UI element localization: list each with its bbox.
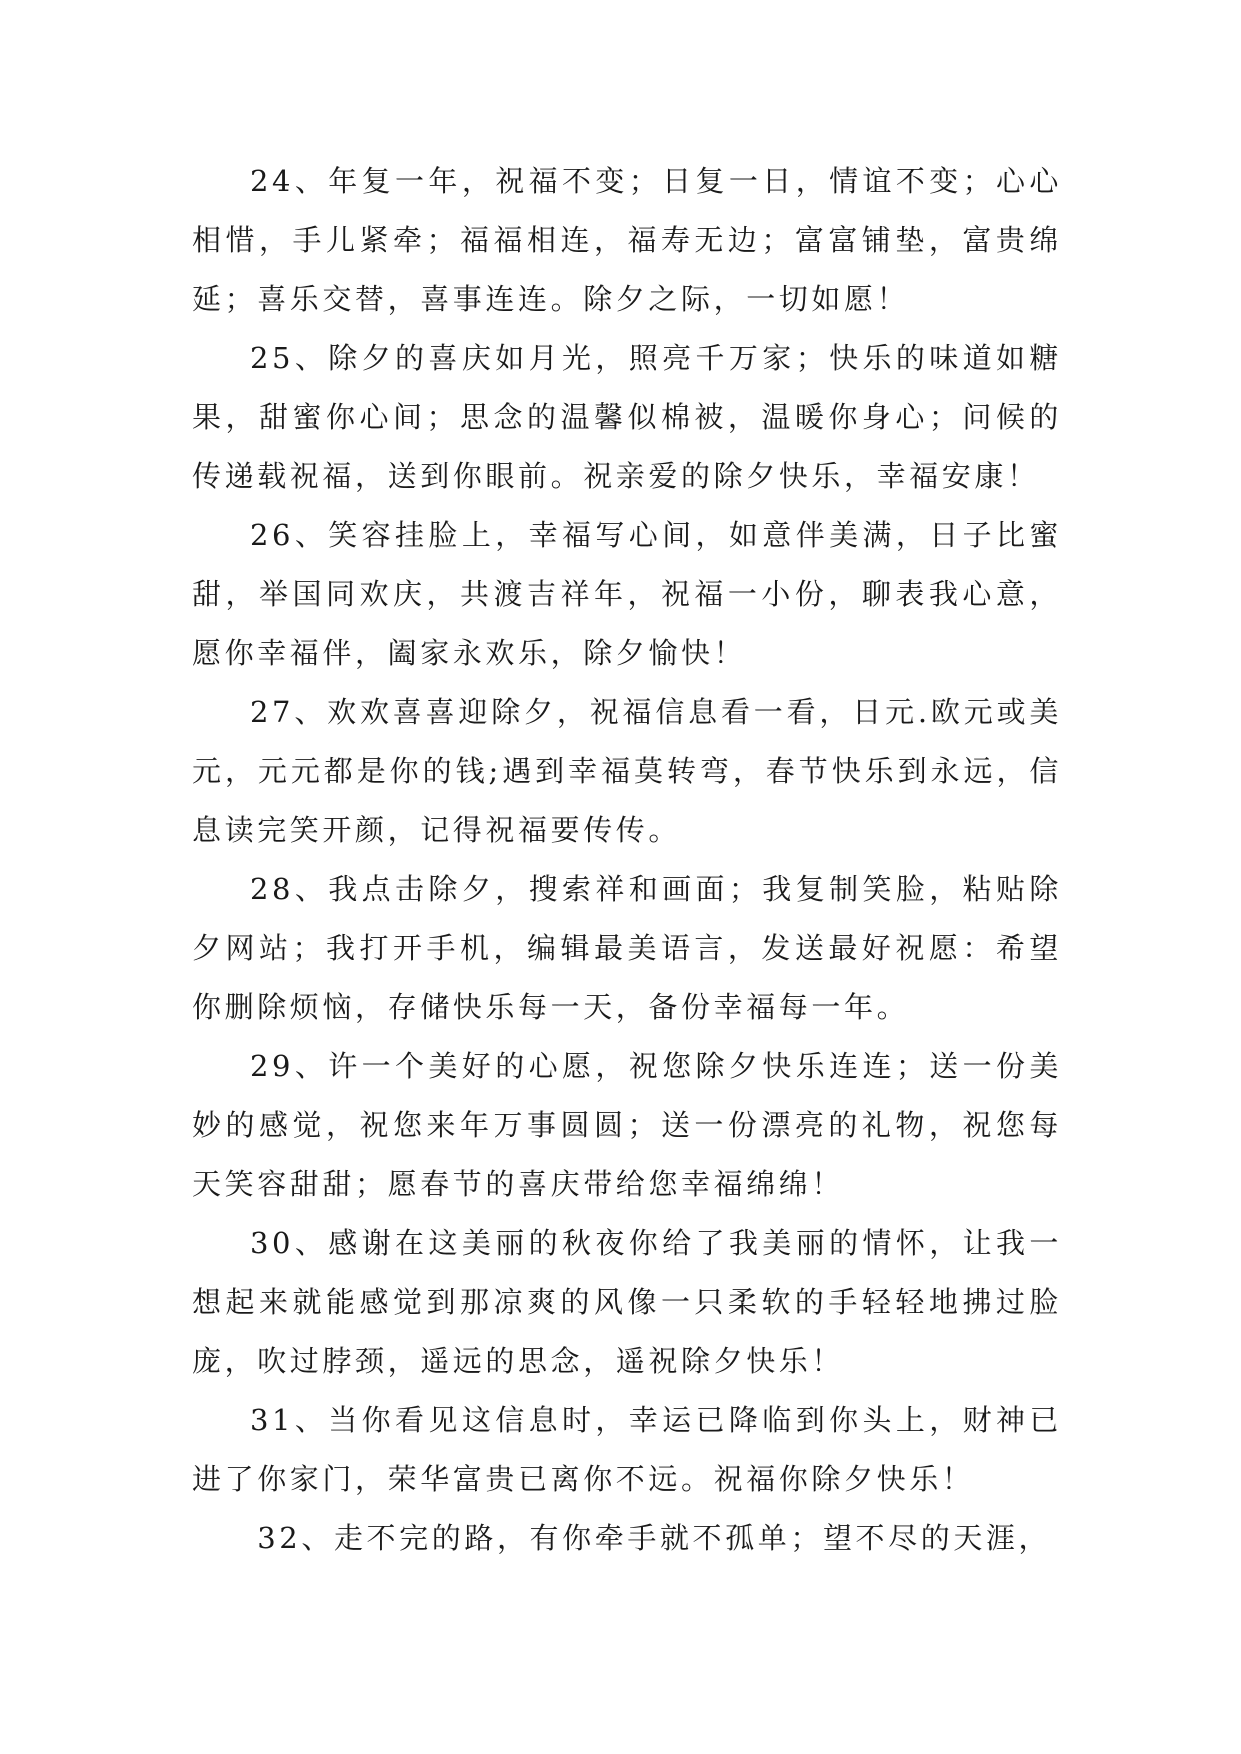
paragraph-32: 32、走不完的路，有你牵手就不孤单；望不尽的天涯，	[257, 1521, 1052, 1555]
paragraph-30: 30、感谢在这美丽的秋夜你给了我美丽的情怀，让我一想起来就能感觉到那凉爽的风像一只柔软的手轻轻地拂过脸庞，吹过脖颈，遥远的思念，遥祝除夕快乐！	[192, 1226, 1062, 1378]
paragraph-28: 28、我点击除夕，搜索祥和画面；我复制笑脸，粘贴除夕网站；我打开手机，编辑最美语言，发送最好祝愿：希望你删除烦恼，存储快乐每一天，备份幸福每一年。	[192, 872, 1062, 1024]
paragraph-25: 25、除夕的喜庆如月光，照亮千万家；快乐的味道如糖果，甜蜜你心间；思念的温馨似棉被，温暖你身心；问候的传递载祝福，送到你眼前。祝亲爱的除夕快乐，幸福安康！	[192, 341, 1062, 493]
paragraph-31: 31、当你看见这信息时，幸运已降临到你头上，财神已进了你家门，荣华富贵已离你不远。祝福你除夕快乐！	[192, 1403, 1062, 1496]
paragraph-24: 24、年复一年，祝福不变；日复一日，情谊不变；心心相惜，手儿紧牵；福福相连，福寿无边；富富铺垫，富贵绵延；喜乐交替，喜事连连。除夕之际，一切如愿！	[192, 164, 1062, 316]
paragraph-29: 29、许一个美好的心愿，祝您除夕快乐连连；送一份美妙的感觉，祝您来年万事圆圆；送一份漂亮的礼物，祝您每天笑容甜甜；愿春节的喜庆带给您幸福绵绵！	[192, 1049, 1062, 1201]
paragraph-26: 26、笑容挂脸上，幸福写心间，如意伴美满，日子比蜜甜，举国同欢庆，共渡吉祥年，祝福一小份，聊表我心意，愿你幸福伴，阖家永欢乐，除夕愉快！	[192, 518, 1062, 670]
paragraph-27: 27、欢欢喜喜迎除夕，祝福信息看一看，日元.欧元或美元，元元都是你的钱;遇到幸福莫转弯，春节快乐到永远，信息读完笑开颜，记得祝福要传传。	[192, 695, 1062, 847]
document-body	[192, 152, 1062, 1568]
